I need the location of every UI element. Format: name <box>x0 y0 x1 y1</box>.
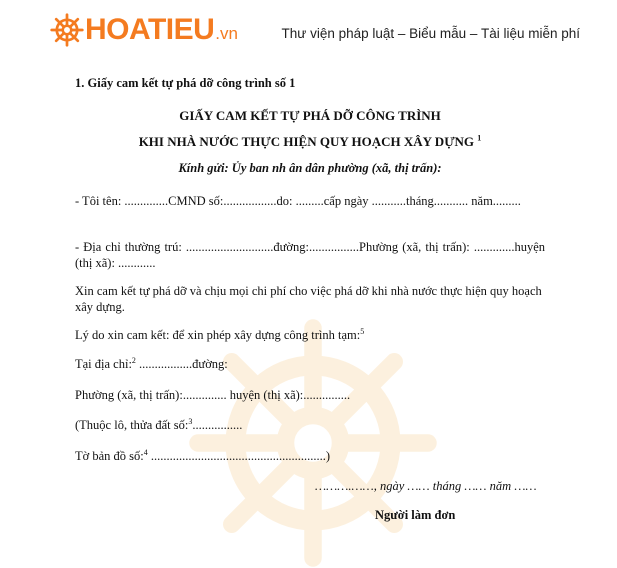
ship-wheel-icon <box>50 13 84 47</box>
site-tagline: Thư viện pháp luật – Biểu mẫu – Tài liệu miễn phí <box>281 26 580 41</box>
footnote-marker: 2 <box>131 355 136 365</box>
plot-suffix: ................ <box>192 418 243 432</box>
signer-label: Người làm đơn <box>375 508 456 522</box>
commitment-paragraph: Xin cam kết tự phá dỡ và chịu mọi chi phí cho việc phá dỡ khi nhà nước thực hiện quy hoạch xây dựng. <box>75 284 542 314</box>
logo-wordmark: HOATIEU <box>85 13 215 46</box>
footnote-marker: 1 <box>477 133 482 143</box>
reason-text: Lý do xin cam kết: để xin phép xây dựng công trình tạm: <box>75 328 361 342</box>
footnote-marker: 4 <box>143 447 148 457</box>
plot-number-line <box>75 417 545 433</box>
name-id-line: - Tôi tên: ..............CMND số:.................do: .........cấp ngày ...........tháng........... năm......... <box>75 194 521 208</box>
location-suffix: .................đường: <box>135 357 228 371</box>
ward-district-line: Phường (xã, thị trấn):.............. huyện (thị xã):............... <box>75 388 351 402</box>
residence-address-line: - Địa chỉ thường trú: ............................đường:................Phường (xã, thị trấn): .............huyện (thị xã): ............ <box>75 240 545 270</box>
plot-prefix: (Thuộc lô, thửa đất số: <box>75 418 189 432</box>
location-line <box>75 356 545 372</box>
logo-domain-suffix: .vn <box>215 24 238 43</box>
site-header <box>0 0 617 70</box>
title-line-2-text: KHI NHÀ NƯỚC THỰC HIỆN QUY HOẠCH XÂY DỰNG <box>138 134 475 149</box>
location-prefix: Tại địa chỉ: <box>75 357 132 371</box>
map-prefix: Tờ bản đồ số: <box>75 449 144 463</box>
footnote-marker: 5 <box>360 326 365 336</box>
document-title-line-1: GIẤY CAM KẾT TỰ PHÁ DỠ CÔNG TRÌNH <box>179 108 441 123</box>
document-title-line-2 <box>75 134 545 150</box>
reason-line <box>75 327 545 343</box>
map-sheet-line <box>75 448 545 464</box>
map-suffix: ........................................................) <box>147 449 331 463</box>
date-line: ……….……, ngày …… tháng …… năm …… <box>315 479 537 493</box>
addressee-line: Kính gửi: Ủy ban nh ân dân phường (xã, thị trấn): <box>178 161 442 175</box>
site-logo[interactable] <box>50 13 238 47</box>
footnote-marker: 3 <box>188 416 193 426</box>
section-heading: 1. Giấy cam kết tự phá dỡ công trình số 1 <box>75 76 296 90</box>
